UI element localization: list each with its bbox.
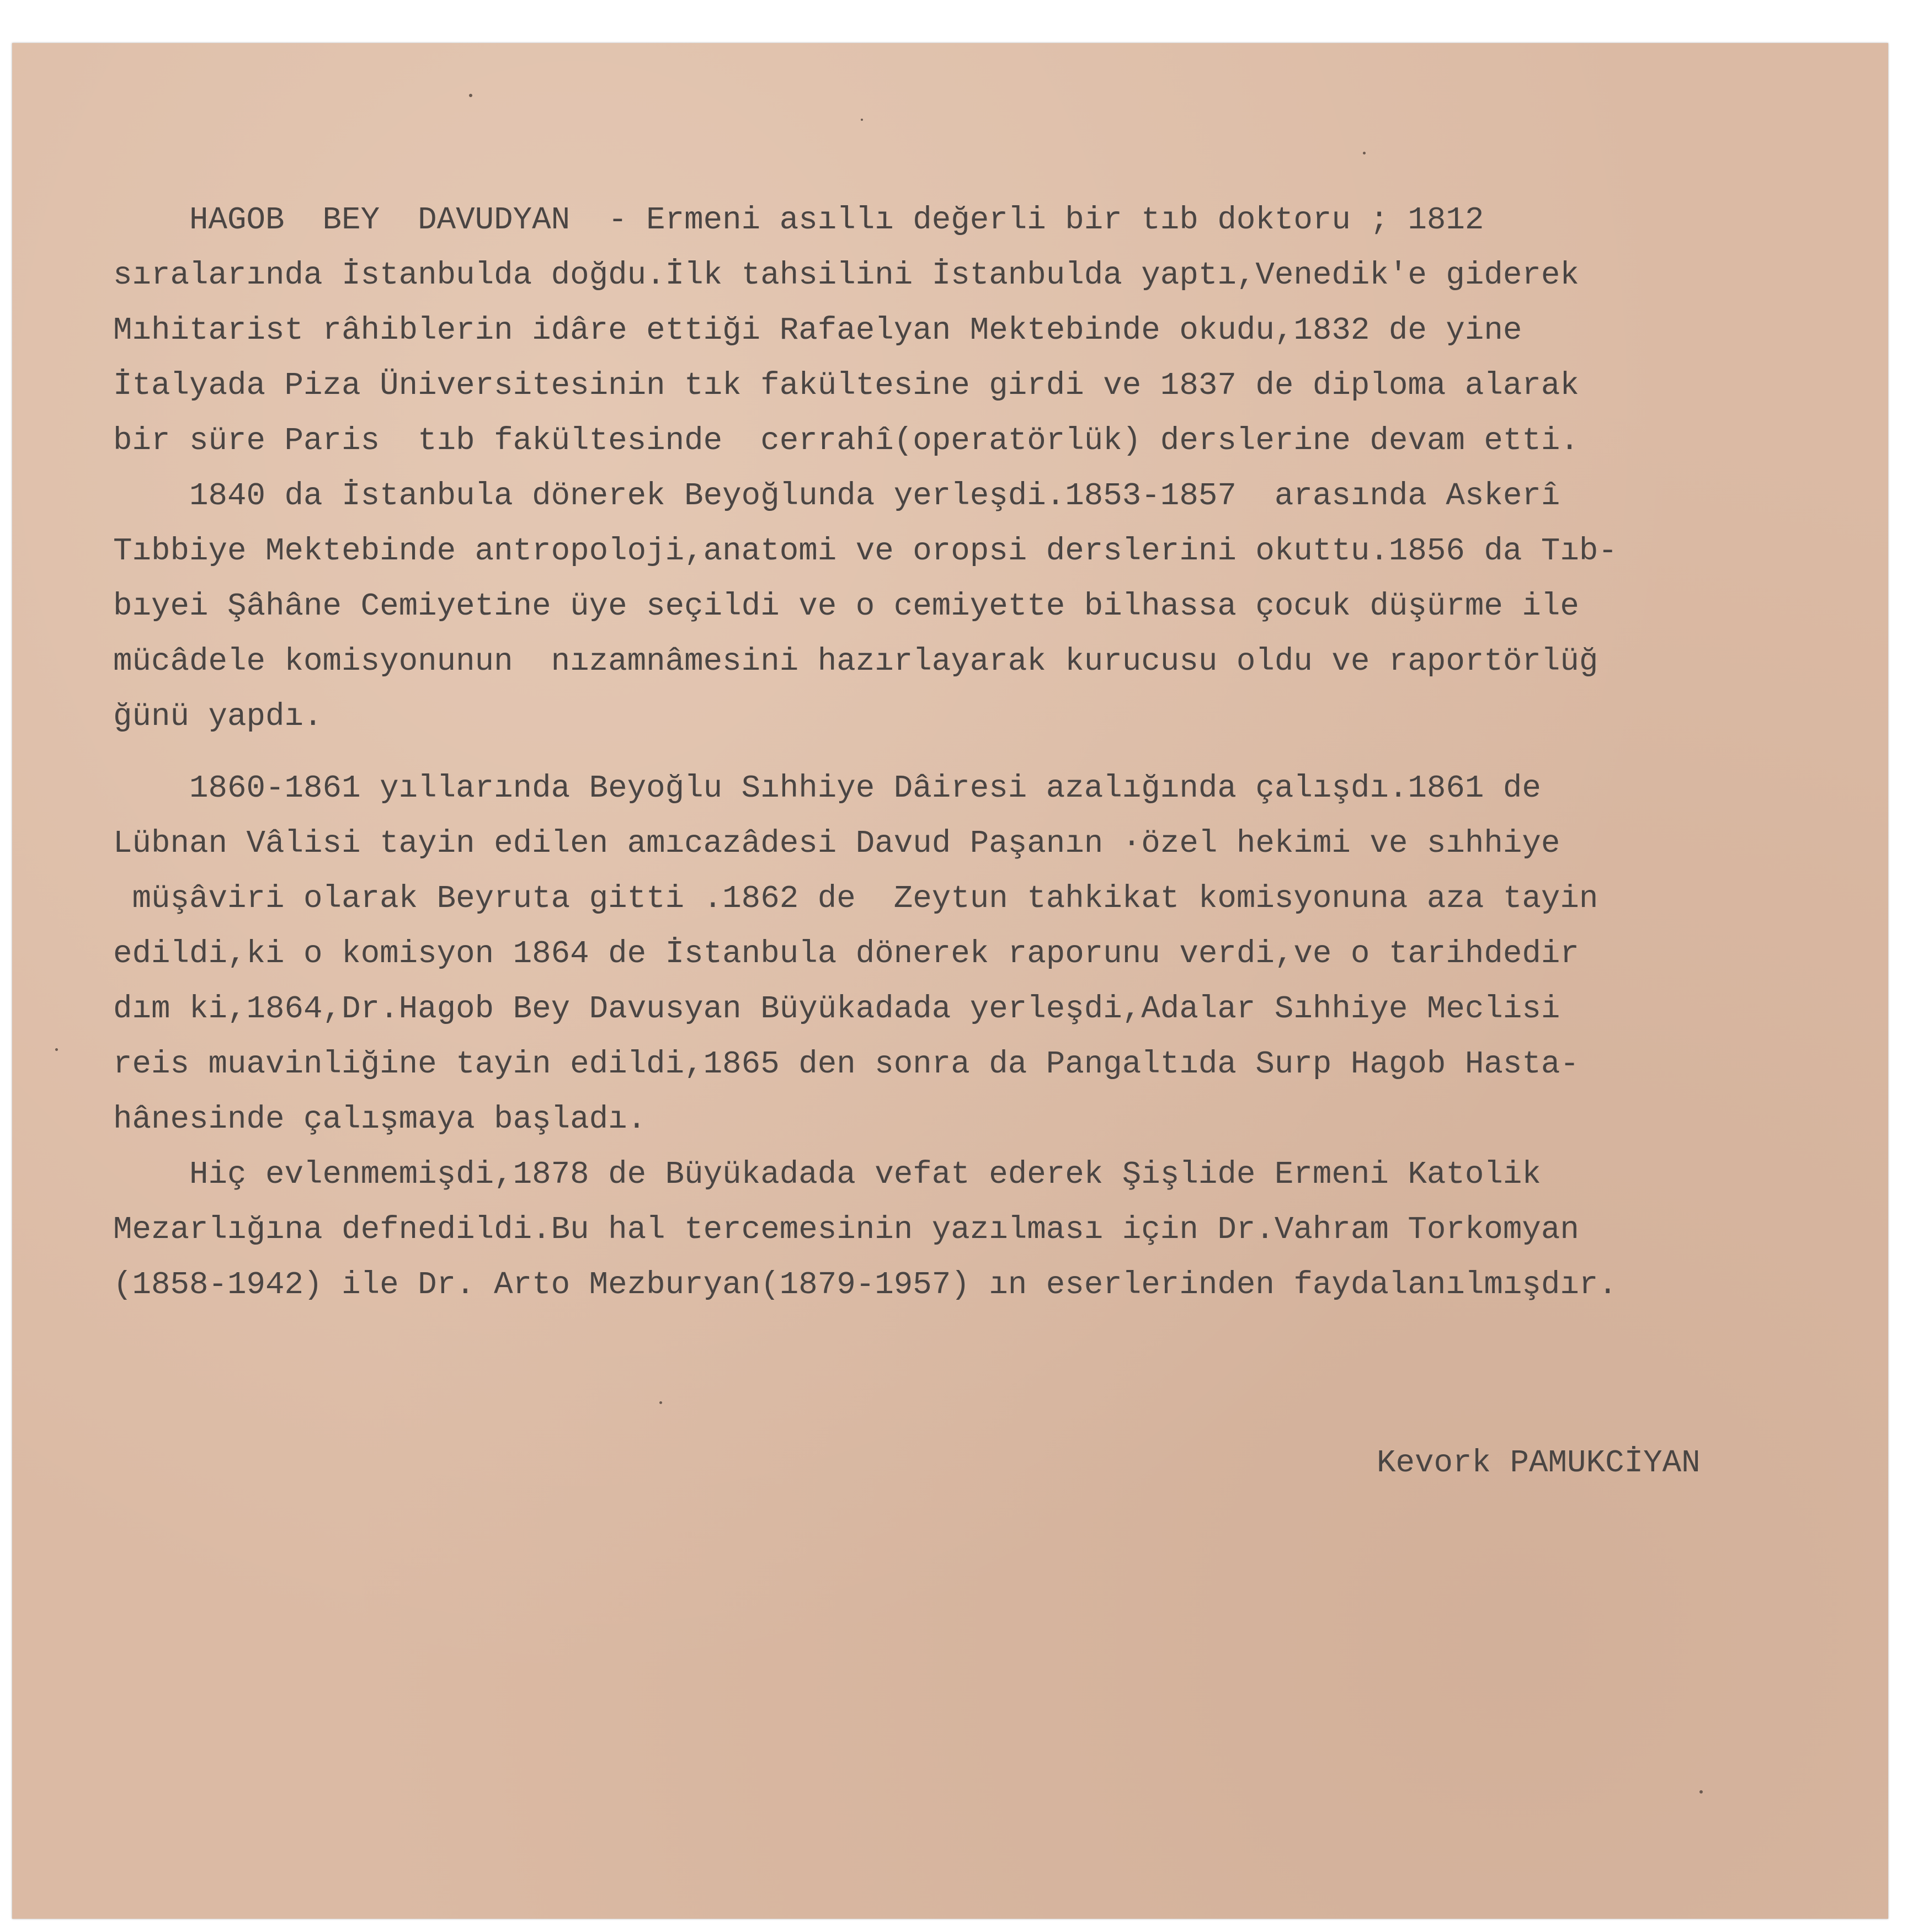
paper-speck: [1699, 1790, 1703, 1794]
paragraph-2: [113, 761, 1906, 1313]
text-line: (1858-1942) ile Dr. Arto Mezburyan(1879-1957) ın eserlerinden faydalanılmışdır.: [113, 1267, 1617, 1303]
text-line: Mezarlığına defnedildi.Bu hal tercemesinin yazılması için Dr.Vahram Torkomyan: [113, 1212, 1579, 1248]
author-signature: Kevork PAMUKCİYAN: [1377, 1445, 1701, 1481]
text-line: Mıhitarist râhiblerin idâre ettiği Rafaelyan Mektebinde okudu,1832 de yine: [113, 313, 1522, 349]
text-line: ğünü yapdı.: [113, 699, 323, 735]
text-line: edildi,ki o komisyon 1864 de İstanbula dönerek raporunu verdi,ve o tarihdedir: [113, 936, 1579, 972]
paper-speck: [659, 1401, 662, 1404]
text-line: İtalyada Piza Üniversitesinin tık fakültesine girdi ve 1837 de diploma alarak: [113, 368, 1579, 404]
text-line: Lübnan Vâlisi tayin edilen amıcazâdesi Davud Paşanın ·özel hekimi ve sıhhiye: [113, 826, 1560, 862]
text-line: Tıbbiye Mektebinde antropoloji,anatomi ve oropsi derslerini okuttu.1856 da Tıb-: [113, 533, 1617, 569]
paper-speck: [55, 1048, 58, 1051]
text-line: dım ki,1864,Dr.Hagob Bey Davusyan Büyükadada yerleşdi,Adalar Sıhhiye Meclisi: [113, 991, 1560, 1027]
paper-speck: [469, 94, 472, 97]
text-line: hânesinde çalışmaya başladı.: [113, 1102, 647, 1138]
paper-speck: [861, 119, 863, 121]
text-line: müşâviri olarak Beyruta gitti .1862 de Zeytun tahkikat komisyonuna aza tayin: [113, 881, 1598, 917]
text-line: sıralarında İstanbulda doğdu.İlk tahsilini İstanbulda yaptı,Venedik'e giderek: [113, 258, 1579, 293]
text-line: 1860-1861 yıllarında Beyoğlu Sıhhiye Dâiresi azalığında çalışdı.1861 de: [113, 771, 1541, 807]
text-line: bir süre Paris tıb fakültesinde cerrahî(operatörlük) derslerine devam etti.: [113, 423, 1579, 459]
text-line: mücâdele komisyonunun nızamnâmesini hazırlayarak kurucusu oldu ve raportörlüğ: [113, 644, 1598, 680]
text-line: reis muavinliğine tayin edildi,1865 den sonra da Pangaltıda Surp Hagob Hasta-: [113, 1047, 1579, 1082]
text-line: 1840 da İstanbula dönerek Beyoğlunda yerleşdi.1853-1857 arasında Askerî: [113, 478, 1560, 514]
text-line: HAGOB BEY DAVUDYAN - Ermeni asıllı değerli bir tıb doktoru ; 1812: [113, 202, 1484, 238]
text-line: bıyei Şâhâne Cemiyetine üye seçildi ve o cemiyette bilhassa çocuk düşürme ile: [113, 589, 1579, 625]
typewritten-text: [113, 193, 1906, 1313]
paragraph-1: [113, 193, 1906, 745]
paragraph-gap: [113, 745, 1906, 761]
paper-speck: [1363, 152, 1366, 154]
text-line: Hiç evlenmemişdi,1878 de Büyükadada vefat ederek Şişlide Ermeni Katolik: [113, 1157, 1541, 1193]
